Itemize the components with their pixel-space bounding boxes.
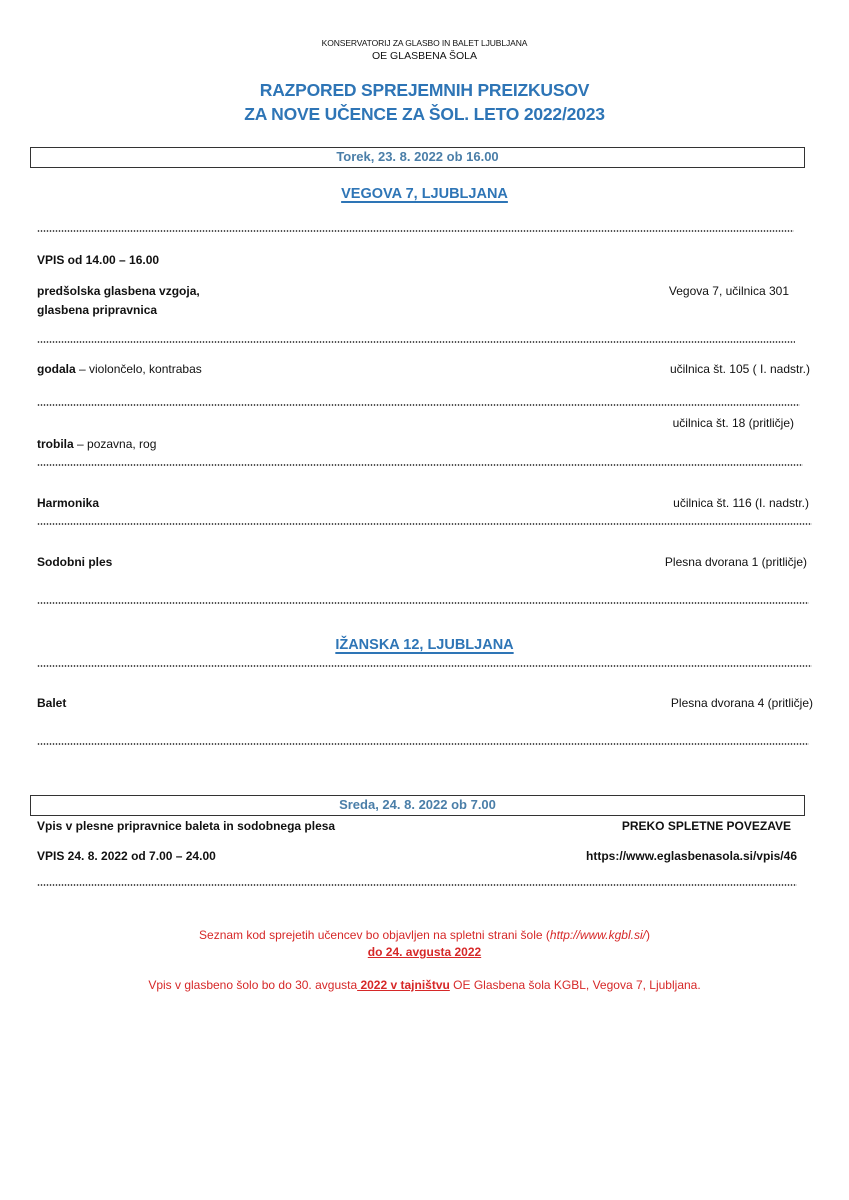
row-label: Balet [37, 696, 67, 710]
day2-left-line1: Vpis v plesne pripravnice baleta in sodobnega plesa [37, 819, 336, 833]
day2-left-line2: VPIS 24. 8. 2022 od 7.00 – 24.00 [37, 849, 216, 863]
institution-name: KONSERVATORIJ ZA GLASBO IN BALET LJUBLJANA [321, 38, 528, 48]
note-list-published [0, 928, 849, 942]
date-day2: Sreda, 24. 8. 2022 ob 7.00 [339, 797, 496, 812]
row-label-rest: – violončelo, kontrabas [75, 362, 202, 376]
dotted-divider [37, 230, 794, 232]
day2-right-line1: PREKO SPLETNE POVEZAVE [621, 819, 791, 833]
date-day1: Torek, 23. 8. 2022 ob 16.00 [336, 149, 499, 164]
row-label: Harmonika [37, 496, 100, 510]
row-room: učilnica št. 116 (I. nadstr.) [673, 496, 809, 510]
dotted-divider [37, 464, 803, 466]
row-room: učilnica št. 18 (pritličje) [672, 416, 794, 430]
row-label [37, 437, 156, 451]
page-title-line1: RAZPORED SPREJEMNIH PREIZKUSOV [259, 80, 590, 100]
dotted-divider [37, 404, 800, 406]
row-room: Plesna dvorana 1 (pritličje) [664, 555, 807, 569]
row-label-rest: – pozavna, rog [73, 437, 157, 451]
location-heading-vegova [0, 185, 849, 203]
dotted-divider [37, 523, 812, 525]
note2-bold: 2022 v tajništvu [357, 978, 450, 992]
row-label [37, 362, 202, 376]
row-label: Sodobni ples [37, 555, 113, 569]
note2-start: Vpis v glasbeno šolo bo do 30. avgusta [148, 978, 358, 992]
note1-text: Seznam kod sprejetih učencev bo objavljen na spletni strani šole ( [199, 928, 550, 942]
row-room: Plesna dvorana 4 (pritličje) [670, 696, 813, 710]
row-label-bold: trobila [37, 437, 74, 451]
note2-end: OE Glasbena šola KGBL, Vegova 7, Ljubljana. [449, 978, 701, 992]
location-izanska: IŽANSKA 12, LJUBLJANA [335, 637, 514, 653]
unit-name: OE GLASBENA ŠOLA [371, 50, 478, 62]
dotted-divider [37, 743, 809, 745]
page-title-line2: ZA NOVE UČENCE ZA ŠOL. LETO 2022/2023 [244, 104, 605, 124]
school-website-link[interactable]: http://www.kgbl.si/ [549, 928, 646, 942]
vpis-time: VPIS od 14.00 – 16.00 [37, 253, 160, 267]
dotted-divider [37, 341, 795, 343]
note1-close: ) [645, 928, 650, 942]
dotted-divider [37, 884, 797, 886]
dotted-divider [37, 602, 809, 604]
note-enrollment [0, 978, 849, 992]
note1-deadline: do 24. avgusta 2022 [367, 945, 482, 959]
row-room: Vegova 7, učilnica 301 [668, 284, 789, 298]
enrollment-link[interactable]: https://www.eglasbenasola.si/vpis/46 [586, 849, 797, 863]
location-heading-izanska [0, 636, 849, 654]
location-vegova: VEGOVA 7, LJUBLJANA [341, 186, 508, 202]
date-box-day2 [30, 795, 805, 816]
row-label-bold: godala [37, 362, 76, 376]
row-room: učilnica št. 105 ( I. nadstr.) [669, 362, 810, 376]
note-deadline [0, 945, 849, 959]
dotted-divider [37, 665, 812, 667]
row-label-line2: glasbena pripravnica [37, 303, 158, 317]
row-label: predšolska glasbena vzgoja, [37, 284, 200, 298]
date-box-day1 [30, 147, 805, 168]
